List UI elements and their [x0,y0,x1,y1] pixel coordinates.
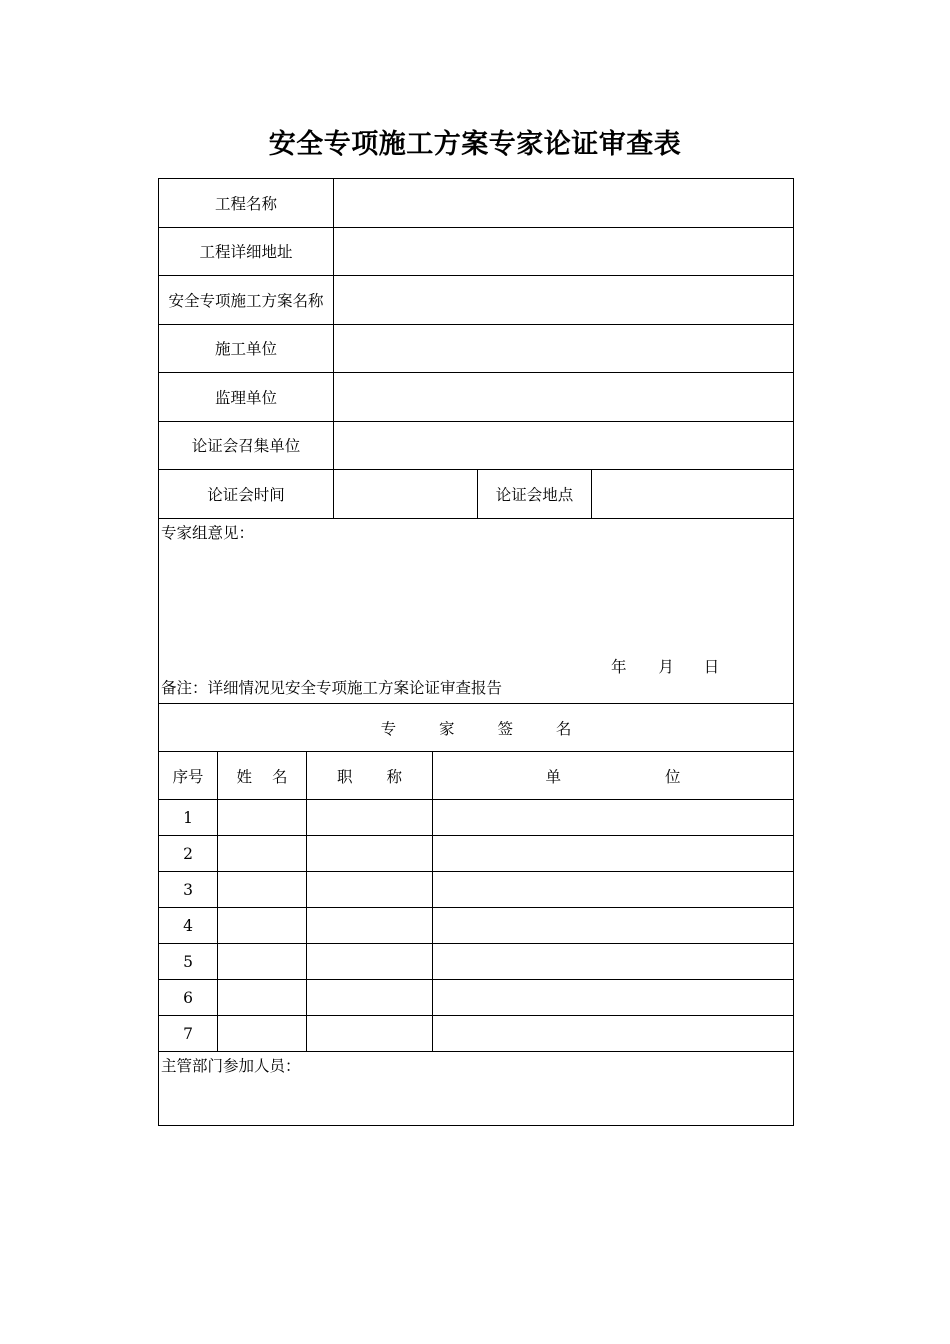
expert-name-cell[interactable] [218,1016,307,1052]
table-row [159,836,794,872]
row-number: 2 [159,836,218,872]
supervisor-cell[interactable] [159,1052,794,1126]
signature-header-char: 签 [497,719,513,738]
expert-title-cell[interactable] [307,980,433,1016]
project-name-row [159,179,794,228]
expert-name-cell[interactable] [218,872,307,908]
convening-unit-row [159,421,794,470]
remark-text: 备注：详细情况见安全专项施工方案论证审查报告 [161,679,503,697]
expert-opinion-label: 专家组意见： [161,524,255,542]
construction-unit-row [159,324,794,373]
expert-unit-cell[interactable] [433,836,794,872]
construction-unit-value[interactable] [334,324,794,373]
table-row [159,944,794,980]
expert-title-cell[interactable] [307,872,433,908]
expert-name-cell[interactable] [218,980,307,1016]
date-year: 年 [611,658,627,676]
column-header-row [159,752,794,800]
project-address-row [159,227,794,276]
column-header-title: 职 称 [307,752,433,800]
expert-title-cell[interactable] [307,1016,433,1052]
project-address-value[interactable] [334,227,794,276]
row-number: 6 [159,980,218,1016]
convening-unit-label: 论证会召集单位 [159,421,334,470]
date-day: 日 [703,658,720,676]
expert-unit-cell[interactable] [433,944,794,980]
row-number: 7 [159,1016,218,1052]
page-title: 安全专项施工方案专家论证审查表 [268,129,682,160]
meeting-time-value[interactable] [334,470,478,519]
meeting-place-label: 论证会地点 [478,470,592,519]
signature-header-row [159,704,794,752]
date-month: 月 [658,658,674,676]
project-info-table [158,178,794,519]
expert-unit-cell[interactable] [433,800,794,836]
column-header-unit: 单 位 [433,752,794,800]
table-row [159,872,794,908]
expert-unit-cell[interactable] [433,908,794,944]
expert-title-cell[interactable] [307,908,433,944]
table-row [159,800,794,836]
supervision-unit-label: 监理单位 [159,373,334,422]
expert-title-cell[interactable] [307,944,433,980]
meeting-time-label: 论证会时间 [159,470,334,519]
convening-unit-value[interactable] [334,421,794,470]
row-number: 5 [159,944,218,980]
project-name-value[interactable] [334,179,794,228]
opinion-row [159,519,794,704]
expert-name-cell[interactable] [218,944,307,980]
table-row [159,1016,794,1052]
expert-unit-cell[interactable] [433,1016,794,1052]
expert-table [158,518,794,1126]
opinion-date [611,655,719,677]
signature-header-char: 专 [380,719,397,738]
plan-name-value[interactable] [334,276,794,325]
table-row [159,908,794,944]
expert-title-cell[interactable] [307,800,433,836]
row-number: 4 [159,908,218,944]
row-number: 3 [159,872,218,908]
signature-header [159,704,794,752]
supervision-unit-value[interactable] [334,373,794,422]
expert-name-cell[interactable] [218,800,307,836]
project-name-label: 工程名称 [159,179,334,228]
supervisor-row [159,1052,794,1126]
signature-header-char: 名 [555,719,572,738]
expert-unit-cell[interactable] [433,980,794,1016]
signature-header-char: 家 [439,719,455,738]
meeting-place-value[interactable] [592,470,794,519]
expert-title-cell[interactable] [307,836,433,872]
expert-unit-cell[interactable] [433,872,794,908]
plan-name-label: 安全专项施工方案名称 [159,276,334,325]
construction-unit-label: 施工单位 [159,324,334,373]
supervision-unit-row [159,373,794,422]
row-number: 1 [159,800,218,836]
expert-opinion-cell[interactable] [159,519,794,704]
plan-name-row [159,276,794,325]
expert-name-cell[interactable] [218,908,307,944]
project-address-label: 工程详细地址 [159,227,334,276]
column-header-no: 序号 [159,752,218,800]
column-header-name: 姓 名 [218,752,307,800]
meeting-row [159,470,794,519]
table-row [159,980,794,1016]
expert-name-cell[interactable] [218,836,307,872]
supervisor-label: 主管部门参加人员： [161,1057,301,1075]
